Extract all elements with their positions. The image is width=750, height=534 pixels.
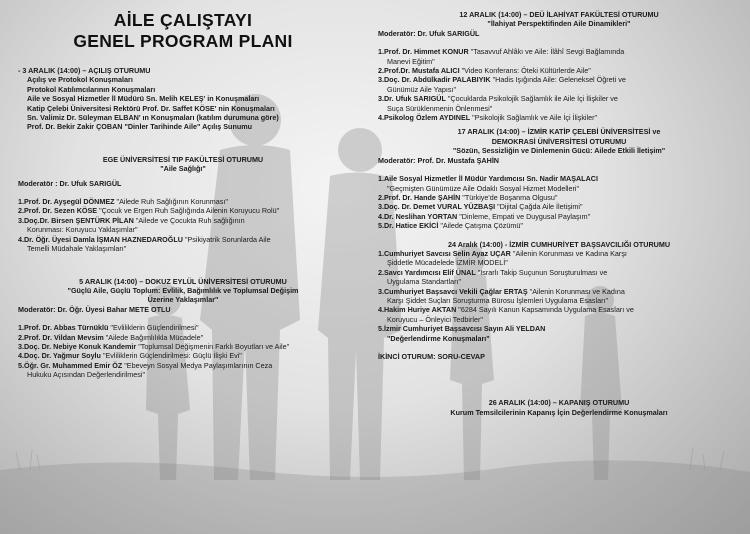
speaker-item-cont: Günümüz Aile Yapısı" [387, 84, 457, 94]
speaker-item: 5.Öğr. Gr. Muhammed Emir ÖZ "Ebeveyn Sosyal Medya Paylaşımlarının Ceza [18, 360, 273, 370]
speaker-item: 5.İzmir Cumhuriyet Başsavcısı Sayın Ali YELDAN [378, 324, 546, 334]
ikcu-session [378, 127, 740, 230]
speaker-item-cont: Temelli Müdahale Yaklaşımları" [27, 244, 127, 254]
speaker-item: 1.Aile Sosyal Hizmetler İl Müdür Yardımcısı Sn. Nadir MAŞALACI [378, 174, 598, 184]
session-theme: "Sözün, Sessizliğin ve Dinlemenin Gücü: Ailede Etkili İletişim" [452, 146, 666, 156]
speaker-item: 5.Dr. Hatice EKİCİ "Ailede Çatışma Çözümü" [378, 221, 523, 231]
moderator: Moderatör: Dr. Ufuk SARIGÜL [378, 28, 480, 38]
speaker-item: 3.Doç. Dr. Abdülkadir PALABIYIK "Hadis Işığında Aile: Geleneksel Öğreti ve [378, 75, 626, 85]
speaker-item-cont: "Değerlendirme Konuşmaları" [387, 333, 490, 343]
deu-session [18, 277, 348, 380]
session-line: Açılış ve Protokol Konuşmaları [27, 75, 133, 85]
ege-session [18, 155, 348, 254]
session-heading: 5 ARALIK (14:00) – DOKUZ EYLÜL ÜNİVERSİTESİ OTURUMU [79, 276, 287, 286]
speaker-item: 3.Cumhuriyet Başsavcı Vekili Çağlar ERTAŞ "Ailenin Korunması ve Kadına [378, 286, 625, 296]
speaker-item-cont: Karşı Şiddet Suçları Soruşturma Bürosu İşlemleri Uygulama Esasları" [387, 295, 609, 305]
speaker-item: 2.Prof. Dr. Vildan Mevsim "Ailede Bağımlılıkla Mücadele" [18, 332, 204, 342]
session-heading: EGE ÜNİVERSİTESİ TIP FAKÜLTESİ OTURUMU [102, 154, 264, 164]
left-column [18, 8, 348, 380]
speaker-item: 1.Prof. Dr. Himmet KONUR "Tasavvuf Ahlâkı ve Aile: İlâhî Sevgi Bağlamında [378, 47, 625, 57]
speaker-item: 3.Dr. Ufuk SARIGÜL "Çocuklarda Psikolojik Sağlamlık ile Aile İçi İlişkiler ve [378, 94, 618, 104]
program-title: AİLE ÇALIŞTAYI [113, 10, 253, 30]
speaker-item: 3.Doç.Dr. Birsen ŞENTÜRK PİLAN "Ailede ve Çocukta Ruh sağlığının [18, 215, 245, 225]
session-theme-cont: Üzerine Yaklaşımlar" [147, 295, 219, 305]
second-session-label: İKİNCİ OTURUM: SORU-CEVAP [378, 352, 485, 361]
speaker-item: 2.Savcı Yardımcısı Elif ÜNAL "Israrlı Takip Suçunun Soruşturulması ve [378, 267, 608, 277]
speaker-item-cont: Manevi Eğitim" [387, 56, 435, 66]
session-heading: - 3 ARALIK (14:00) – AÇILIŞ OTURUMU [18, 66, 151, 75]
session-line: Aile ve Sosyal Hizmetler İl Müdürü Sn. Melih KELEŞ' in Konuşmaları [27, 94, 260, 104]
speaker-item-cont: Korunması: Koruyucu Yaklaşımlar" [27, 225, 138, 235]
right-column [378, 10, 740, 417]
speaker-item-cont: Koruyucu – Önleyici Tedbirler" [387, 314, 483, 324]
prosecutor-session [378, 240, 740, 362]
speaker-item-cont: "Geçmişten Günümüze Aile Odaklı Sosyal Hizmet Modelleri" [387, 183, 580, 193]
speaker-item: 1.Prof. Dr. Ayşegül DÖNMEZ "Ailede Ruh Sağlığının Korunması" [18, 197, 228, 207]
session-theme: Kurum Temsilcilerinin Kapanış İçin Değerlendirme Konuşmaları [450, 407, 668, 417]
session-theme: "Aile Sağlığı" [160, 164, 206, 174]
closing-session [378, 398, 740, 417]
speaker-item: 2.Prof. Dr. Hande ŞAHİN "Türkiye'de Boşanma Olgusu" [378, 192, 558, 202]
speaker-item: 3.Doç. Dr. Nebiye Konuk Kandemir "Toplumsal Değişmenin Farklı Boyutları ve Aile" [18, 341, 290, 351]
session-theme: "İlahiyat Perspektifinden Aile Dinamikleri" [487, 19, 631, 29]
moderator: Moderatör: Dr. Öğr. Üyesi Bahar METE OTLU [18, 304, 171, 314]
speaker-item: 4.Hakim Huriye AKTAN "6284 Sayılı Kanun Kapsamında Uygulama Esasları ve [378, 305, 634, 315]
session-heading: 26 ARALIK (14:00) – KAPANIŞ OTURUMU [488, 398, 630, 408]
program-subtitle: GENEL PROGRAM PLANI [73, 31, 293, 51]
session-heading: 12 ARALIK (14:00) – DEÜ İLAHİYAT FAKÜLTESİ OTURUMU [459, 10, 659, 19]
speaker-item-cont: Suça Sürüklenmenin Önlenmesi" [387, 103, 493, 113]
speaker-item: 3.Doç. Dr. Demet VURAL YÜZBAŞI "Dijital Çağda Aile İletişimi" [378, 202, 583, 212]
speaker-item: 4.Dr. Neslihan YORTAN "Dinleme, Empati ve Duygusal Paylaşım" [378, 211, 591, 221]
speaker-item: 1.Cumhuriyet Savcısı Selin Ayaz UÇAR "Ailenin Korunması ve Kadına Karşı [378, 248, 627, 258]
moderator: Moderatör: Prof. Dr. Mustafa ŞAHİN [378, 155, 500, 165]
session-heading: 24 Aralık (14:00) - İZMİR CUMHURİYET BAŞSAVCILIĞI OTURUMU [447, 239, 671, 249]
session-line: Prof. Dr. Bekir Zakir ÇOBAN "Dinler Tarihinde Aile" Açılış Sunumu [27, 122, 253, 132]
ilahiyat-session [378, 10, 740, 122]
session-line: Katip Çelebi Üniversitesi Rektörü Prof. Dr. Saffet KÖSE' nin Konuşmaları [27, 103, 275, 113]
speaker-item: 4.Doç. Dr. Yağmur Soylu "Evliliklerin Güçlendirilmesi: Güçlü İlişki Evi" [18, 351, 242, 361]
speaker-item: 2.Prof.Dr. Mustafa ALICI "Video Konferans: Öteki Kültürlerde Aile" [378, 66, 591, 76]
session-line: Protokol Katılımcılarının Konuşmaları [27, 84, 156, 94]
speaker-item-cont: Hukuku Açısından Değerlendirilmesi" [27, 370, 146, 380]
session-heading: 17 ARALIK (14:00) – İZMİR KATİP ÇELEBİ ÜNİVERSİTESİ ve [457, 127, 661, 137]
session-line: Sn. Valimiz Dr. Süleyman ELBAN' ın Konuşmaları (katılım durumuna göre) [27, 113, 279, 123]
moderator: Moderatör : Dr. Ufuk SARIGÜL [18, 178, 122, 188]
session-heading-cont: DEMOKRASİ ÜNİVERSİTESİ OTURUMU [491, 136, 627, 146]
opening-session [18, 66, 348, 132]
speaker-item: 2.Prof. Dr. Sezen KÖSE "Çocuk ve Ergen Ruh Sağlığında Ailenin Koruyucu Rolü" [18, 206, 280, 216]
session-theme: "Güçlü Aile, Güçlü Toplum: Evlilik, Bağımlılık ve Toplumsal Değişim [67, 285, 299, 295]
speaker-item: 4.Dr. Öğr. Üyesi Damla İŞMAN HAZNEDAROĞLU "Psikiyatrik Sorunlarda Aile [18, 234, 271, 244]
speaker-item-cont: Şiddetle Mücadelede İZMİR MODELİ" [387, 258, 508, 268]
speaker-item-cont: Uygulama Standartları" [387, 277, 462, 287]
speaker-item: 4.Psikolog Özlem AYDINEL "Psikolojik Sağlamlık ve Aile İçi İlişkiler" [378, 113, 598, 123]
speaker-item: 1.Prof. Dr. Abbas Türnüklü "Evliliklerin Güçlendirilmesi" [18, 323, 199, 333]
